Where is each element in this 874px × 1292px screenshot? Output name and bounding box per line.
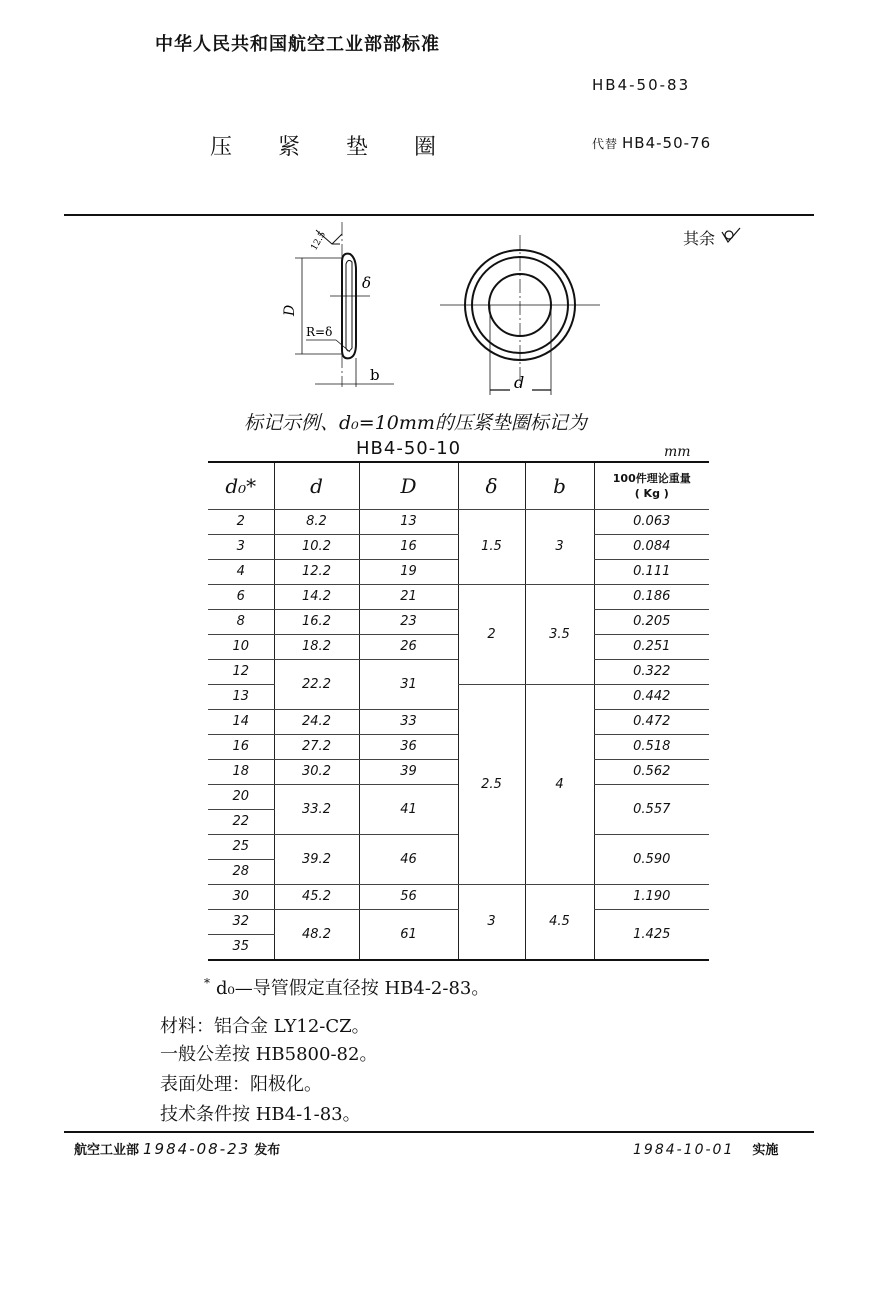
note-technical: 技术条件按 HB4-1-83。 (160, 1104, 361, 1125)
cell-d: 30.2 (274, 760, 359, 785)
cell-b: 4 (525, 685, 594, 885)
cell-weight: 0.472 (594, 710, 709, 735)
label-R: R=δ (306, 325, 333, 339)
cell-delta: 1.5 (458, 510, 525, 585)
svg-text:12.5: 12.5 (309, 230, 329, 253)
cell-b: 3 (525, 510, 594, 585)
cell-d0: 4 (208, 560, 274, 585)
marking-example-text: 标记示例、d₀=10mm的压紧垫圈标记为 (244, 412, 587, 434)
cell-weight: 0.518 (594, 735, 709, 760)
footnote (204, 974, 489, 1000)
cell-d0: 32 (208, 910, 274, 935)
cell-D: 19 (359, 560, 458, 585)
cell-d: 12.2 (274, 560, 359, 585)
label-d: d (514, 373, 525, 392)
cell-d: 10.2 (274, 535, 359, 560)
cell-D: 31 (359, 660, 458, 710)
cell-weight: 0.442 (594, 685, 709, 710)
cell-d0: 20 (208, 785, 274, 810)
roughness-mark-icon (309, 230, 342, 253)
cell-D: 61 (359, 910, 458, 961)
note-material: 材料：铝合金 LY12-CZ。 (160, 1016, 370, 1037)
implement-date: 1984-10-01 (633, 1142, 735, 1158)
document-title (210, 130, 482, 161)
cell-D: 36 (359, 735, 458, 760)
header-weight: 100件理论重量 ( Kg ) (594, 462, 709, 510)
surface-roughness-note (683, 226, 746, 249)
cell-d0: 22 (208, 810, 274, 835)
cell-delta: 3 (458, 885, 525, 961)
cell-delta: 2.5 (458, 685, 525, 885)
cell-D: 33 (359, 710, 458, 735)
publish-info (74, 1139, 280, 1158)
replaces-standard (592, 134, 711, 152)
standard-number: HB4-50-83 (592, 76, 691, 94)
header-d0: d₀* (208, 462, 274, 510)
note-tolerance: 一般公差按 HB5800-82。 (160, 1044, 378, 1065)
cell-weight: 0.590 (594, 835, 709, 885)
publish-date: 1984-08-23 (143, 1140, 251, 1158)
front-view-drawing (440, 235, 610, 400)
title-char: 圈 (414, 135, 437, 160)
note-surface: 表面处理：阳极化。 (160, 1074, 322, 1095)
cell-D: 41 (359, 785, 458, 835)
side-view-drawing (270, 222, 410, 392)
cell-d0: 2 (208, 510, 274, 535)
cell-D: 39 (359, 760, 458, 785)
cell-d0: 12 (208, 660, 274, 685)
cell-weight: 0.186 (594, 585, 709, 610)
cell-D: 26 (359, 635, 458, 660)
cell-d: 27.2 (274, 735, 359, 760)
cell-d: 39.2 (274, 835, 359, 885)
table-row (208, 510, 709, 535)
title-char: 垫 (346, 135, 369, 160)
cell-b: 3.5 (525, 585, 594, 685)
cell-d0: 3 (208, 535, 274, 560)
cell-d: 16.2 (274, 610, 359, 635)
roughness-symbol-icon (720, 226, 746, 246)
cell-D: 21 (359, 585, 458, 610)
cell-delta: 2 (458, 585, 525, 685)
cell-d: 14.2 (274, 585, 359, 610)
cell-D: 16 (359, 535, 458, 560)
footnote-mark: * (204, 976, 210, 990)
cell-D: 56 (359, 885, 458, 910)
publisher: 航空工业部 (74, 1143, 140, 1158)
cell-weight: 0.322 (594, 660, 709, 685)
roughness-label: 其余 (683, 229, 716, 248)
cell-D: 46 (359, 835, 458, 885)
cell-d0: 14 (208, 710, 274, 735)
cell-d: 24.2 (274, 710, 359, 735)
cell-b: 4.5 (525, 885, 594, 961)
cell-d: 45.2 (274, 885, 359, 910)
footer-divider (64, 1131, 814, 1133)
cell-weight: 0.562 (594, 760, 709, 785)
header-divider (64, 214, 814, 216)
implement-label: 实施 (752, 1143, 779, 1158)
cell-d0: 10 (208, 635, 274, 660)
cell-d: 18.2 (274, 635, 359, 660)
cell-d: 48.2 (274, 910, 359, 961)
issuing-authority: 中华人民共和国航空工业部部标准 (155, 34, 440, 55)
dimension-table (208, 461, 709, 961)
cell-weight: 0.205 (594, 610, 709, 635)
marking-example-code: HB4-50-10 (356, 438, 462, 459)
implement-info (633, 1139, 778, 1158)
label-D: D (282, 304, 298, 316)
cell-D: 23 (359, 610, 458, 635)
header-D: D (359, 462, 458, 510)
label-b: b (370, 366, 380, 384)
title-char: 紧 (278, 135, 301, 160)
cell-weight: 1.425 (594, 910, 709, 961)
cell-d0: 13 (208, 685, 274, 710)
cell-d0: 16 (208, 735, 274, 760)
publish-label: 发布 (254, 1143, 281, 1158)
cell-d0: 28 (208, 860, 274, 885)
cell-weight: 0.557 (594, 785, 709, 835)
header-delta: δ (458, 462, 525, 510)
table-row (208, 585, 709, 610)
table-unit: mm (664, 444, 691, 460)
cell-d0: 25 (208, 835, 274, 860)
cell-weight: 1.190 (594, 885, 709, 910)
cell-d: 22.2 (274, 660, 359, 710)
title-char: 压 (210, 135, 233, 160)
cell-d: 33.2 (274, 785, 359, 835)
cell-d0: 18 (208, 760, 274, 785)
label-delta: δ (362, 274, 372, 292)
replaces-number: HB4-50-76 (622, 134, 712, 152)
cell-weight: 0.251 (594, 635, 709, 660)
cell-weight: 0.084 (594, 535, 709, 560)
replaces-prefix: 代替 (592, 137, 619, 151)
cell-d0: 35 (208, 935, 274, 961)
footnote-text: d₀—导管假定直径按 HB4-2-83。 (216, 978, 490, 999)
table-header-row (208, 462, 709, 510)
cell-weight: 0.111 (594, 560, 709, 585)
cell-d0: 30 (208, 885, 274, 910)
cell-d0: 6 (208, 585, 274, 610)
cell-d: 8.2 (274, 510, 359, 535)
cell-d0: 8 (208, 610, 274, 635)
cell-D: 13 (359, 510, 458, 535)
header-d: d (274, 462, 359, 510)
table-row (208, 885, 709, 910)
cell-weight: 0.063 (594, 510, 709, 535)
header-b: b (525, 462, 594, 510)
